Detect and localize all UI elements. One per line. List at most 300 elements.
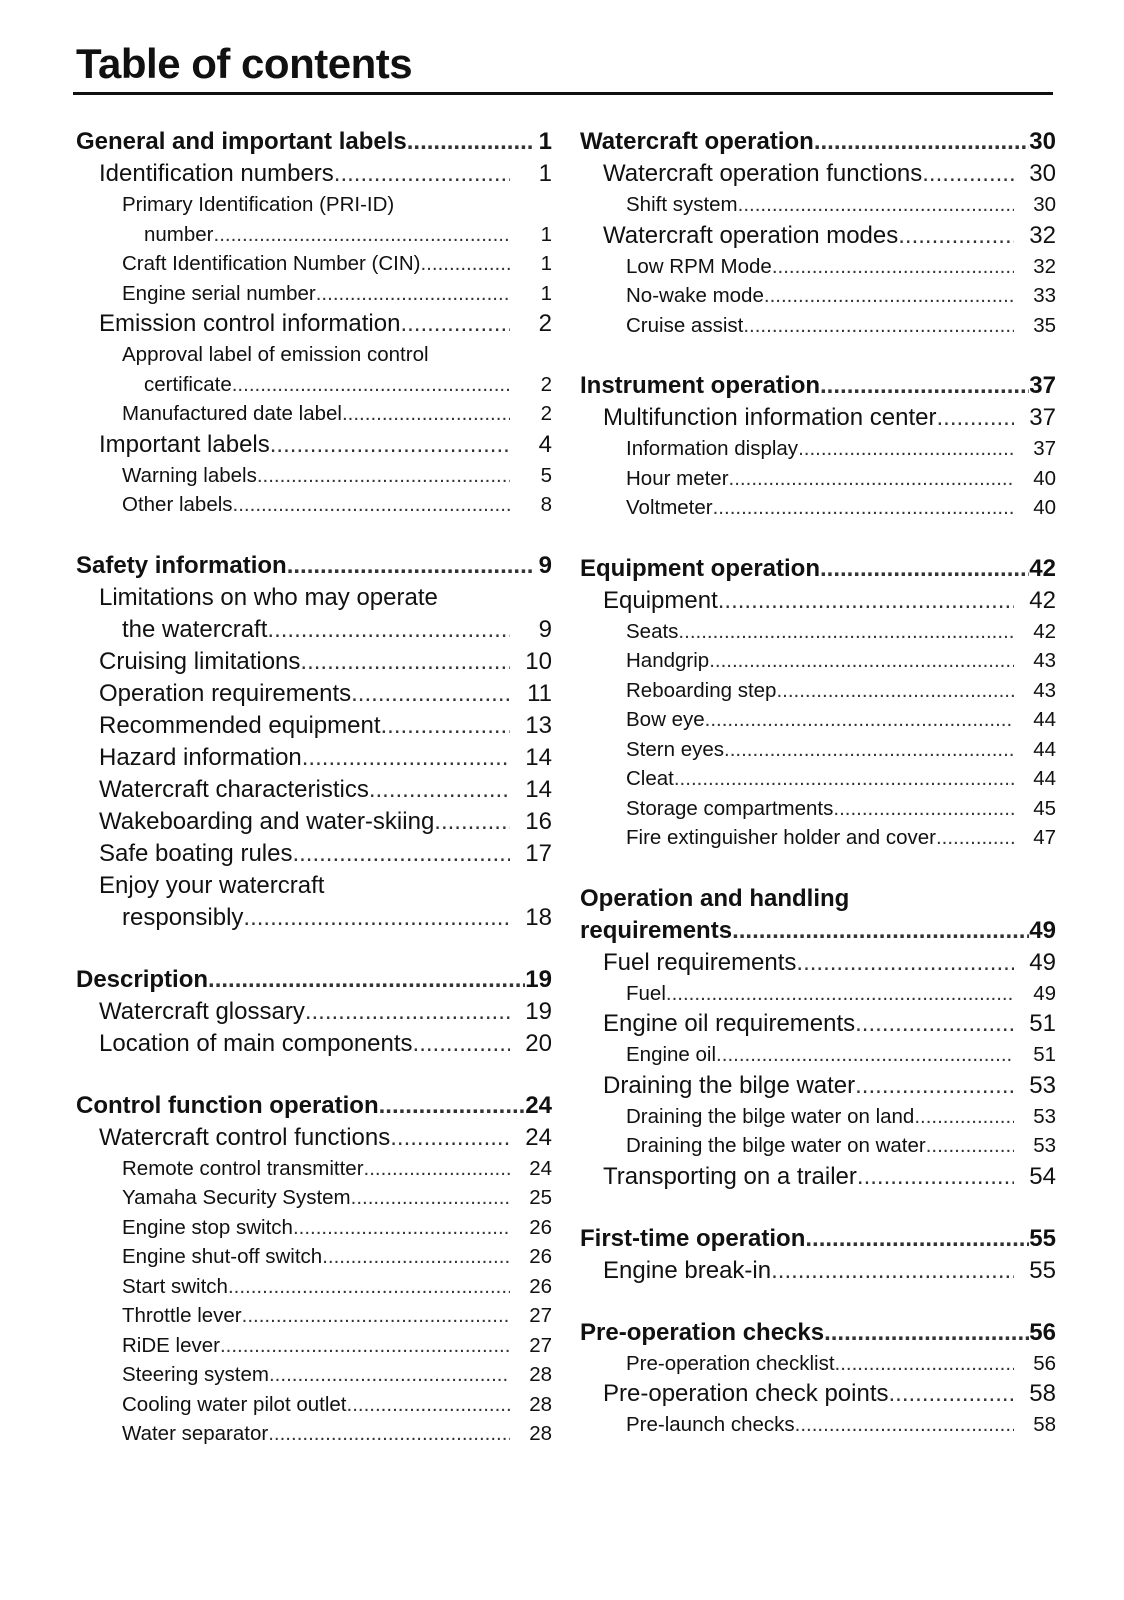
toc-left-column (76, 126, 552, 1449)
entry-title: Primary Identification (PRI-ID) (122, 193, 395, 216)
dot-leader (351, 1183, 510, 1213)
dot-leader (270, 429, 510, 461)
toc-section[interactable] (76, 1090, 552, 1122)
dot-leader (776, 676, 1014, 706)
dot-leader (379, 1090, 526, 1122)
dot-leader (729, 464, 1014, 494)
section-gap (580, 523, 1056, 553)
toc-section[interactable] (76, 126, 552, 158)
entry-title: Instrument operation (580, 372, 821, 399)
toc-entry[interactable] (76, 996, 552, 1028)
toc-entry[interactable] (76, 308, 552, 340)
page-number: 40 (1033, 496, 1056, 519)
entry-title: Pre-operation checks (580, 1318, 825, 1346)
dot-leader (771, 1255, 1014, 1287)
dot-leader (764, 281, 1014, 311)
entry-title: Other labels (122, 493, 233, 516)
page-number: 25 (529, 1186, 552, 1209)
toc-subentry[interactable] (76, 490, 552, 520)
entry-title: Equipment (603, 586, 718, 614)
page-number: 26 (529, 1215, 552, 1239)
page-number: 53 (1033, 1104, 1056, 1128)
page-number: 1 (540, 222, 552, 246)
entry-title: Watercraft operation modes (603, 221, 899, 249)
page-number: 27 (529, 1333, 552, 1357)
entry-title: Enjoy your watercraft (99, 871, 325, 899)
dot-leader (718, 585, 1014, 617)
page-number: 14 (525, 743, 552, 771)
page-number: 19 (525, 965, 552, 993)
entry-title: responsibly (122, 903, 244, 931)
dot-leader (824, 1317, 1029, 1349)
dot-leader (407, 126, 532, 158)
dot-leader (364, 1154, 510, 1184)
dot-leader (390, 1122, 510, 1154)
toc-subentry[interactable] (580, 1102, 1056, 1132)
entry-title: Cleat (626, 767, 674, 790)
dot-leader (413, 1028, 510, 1060)
entry-title: Safety information (76, 551, 287, 579)
toc-subentry[interactable] (580, 764, 1056, 794)
dot-leader (738, 190, 1014, 220)
page-number: 8 (540, 493, 552, 516)
toc-subentry[interactable] (580, 735, 1056, 765)
section-gap (76, 520, 552, 550)
page-number: 49 (1029, 948, 1056, 976)
entry-title: Engine oil (626, 1043, 717, 1066)
toc-entry[interactable] (580, 220, 1056, 252)
page-number: 1 (538, 128, 552, 155)
dot-leader (833, 794, 1014, 824)
page-number: 2 (540, 372, 552, 396)
dot-leader (674, 764, 1014, 794)
page-number: 2 (538, 310, 552, 337)
entry-title: Safe boating rules (99, 839, 293, 867)
entry-title: Engine break-in (603, 1256, 772, 1284)
toc-subentry[interactable] (580, 252, 1056, 282)
entry-title: Wakeboarding and water-skiing (99, 807, 435, 835)
page-number: 9 (538, 615, 552, 643)
entry-title: First-time operation (580, 1224, 806, 1252)
page-number: 56 (1029, 1318, 1056, 1346)
page-number: 20 (525, 1029, 552, 1057)
page-number: 27 (529, 1304, 552, 1327)
page-number: 26 (529, 1245, 552, 1268)
page-number: 10 (525, 647, 552, 675)
page-number: 54 (1029, 1162, 1056, 1190)
entry-title: Operation requirements (99, 679, 352, 707)
entry-title: Start switch (122, 1274, 228, 1298)
entry-title: Pre-launch checks (626, 1413, 795, 1436)
toc-entry[interactable] (580, 1070, 1056, 1102)
entry-title: Description (76, 965, 209, 993)
page-number: 44 (1033, 737, 1056, 761)
entry-title: Watercraft glossary (99, 997, 305, 1025)
entry-title: Manufactured date label (122, 402, 342, 425)
section-gap (580, 340, 1056, 370)
dot-leader (716, 1040, 1014, 1070)
entry-title: Identification numbers (99, 160, 334, 187)
page-number: 14 (525, 775, 552, 803)
page-number: 49 (1033, 981, 1056, 1005)
toc-subentry[interactable] (76, 399, 552, 429)
dot-leader (381, 710, 511, 742)
dot-leader (937, 402, 1015, 434)
toc-entry[interactable] (76, 806, 552, 838)
toc-right-column (580, 126, 1056, 1440)
page-number: 24 (525, 1123, 552, 1151)
toc-entry[interactable] (580, 947, 1056, 979)
entry-title: certificate (144, 372, 232, 396)
dot-leader (305, 996, 510, 1028)
dot-leader (855, 1008, 1014, 1040)
toc-subentry[interactable] (580, 434, 1056, 464)
entry-title: General and important labels (76, 128, 407, 155)
entry-title: Pre-operation checklist (626, 1351, 835, 1375)
entry-continuation[interactable] (99, 902, 552, 934)
section-gap (580, 853, 1056, 883)
entry-title: RiDE lever (122, 1333, 220, 1357)
entry-title: Bow eye (626, 708, 705, 731)
entry-title: Voltmeter (626, 496, 713, 519)
dot-leader (713, 493, 1014, 523)
page-number: 24 (529, 1156, 552, 1180)
entry-title: Storage compartments (626, 796, 834, 820)
entry-title: Important labels (99, 430, 270, 458)
toc-subentry[interactable] (76, 1360, 552, 1390)
dot-leader (855, 1070, 1014, 1102)
dot-leader (666, 979, 1014, 1009)
entry-title: Watercraft control functions (99, 1123, 391, 1151)
dot-leader (743, 311, 1014, 341)
entry-continuation[interactable] (122, 370, 552, 400)
toc-section[interactable] (580, 1317, 1056, 1349)
page-number: 17 (525, 839, 552, 867)
toc-entry[interactable] (76, 710, 552, 742)
toc-entry[interactable] (76, 1028, 552, 1060)
toc-subentry[interactable] (580, 676, 1056, 706)
toc-subentry[interactable] (76, 1183, 552, 1213)
dot-leader (334, 158, 510, 190)
toc-subentry[interactable] (76, 1419, 552, 1449)
page-number: 43 (1033, 678, 1056, 702)
dot-leader (678, 617, 1014, 647)
toc-entry[interactable] (76, 429, 552, 461)
page-number: 53 (1029, 1071, 1056, 1099)
toc-section[interactable] (580, 883, 1056, 947)
page-number: 45 (1033, 796, 1056, 820)
toc-subentry[interactable] (580, 1040, 1056, 1070)
dot-leader (926, 1131, 1014, 1161)
dot-leader (214, 220, 510, 250)
dot-leader (287, 550, 532, 582)
dot-leader (233, 490, 510, 520)
toc-section[interactable] (76, 550, 552, 582)
entry-title: Pre-operation check points (603, 1380, 889, 1407)
toc-entry[interactable] (580, 1008, 1056, 1040)
dot-leader (351, 678, 510, 710)
toc-subentry[interactable] (580, 464, 1056, 494)
toc-subentry[interactable] (580, 794, 1056, 824)
page-number: 53 (1033, 1134, 1056, 1157)
dot-leader (208, 964, 525, 996)
dot-leader (889, 1378, 1015, 1410)
entry-title: Watercraft operation (580, 128, 814, 155)
page-number: 30 (1029, 128, 1056, 155)
page-number: 47 (1033, 826, 1056, 849)
toc-entry[interactable] (76, 1122, 552, 1154)
dot-leader (420, 249, 510, 279)
entry-title: Information display (626, 437, 799, 460)
toc-entry[interactable] (76, 646, 552, 678)
toc-entry[interactable] (580, 1378, 1056, 1410)
page-number: 44 (1033, 708, 1056, 731)
page-number: 1 (538, 160, 552, 187)
entry-title: Throttle lever (122, 1304, 242, 1327)
page-number: 44 (1033, 767, 1056, 790)
toc-subentry[interactable] (580, 493, 1056, 523)
page-number: 4 (538, 430, 552, 458)
dot-leader (820, 370, 1029, 402)
entry-title: Watercraft characteristics (99, 775, 369, 803)
entry-title: Fuel (626, 981, 666, 1005)
toc-section[interactable] (76, 964, 552, 996)
entry-title: No-wake mode (626, 284, 764, 307)
dot-leader (369, 774, 510, 806)
dot-leader (292, 838, 510, 870)
dot-leader (814, 126, 1029, 158)
entry-continuation[interactable] (99, 614, 552, 646)
entry-title: Multifunction information center (603, 404, 937, 431)
dot-leader (705, 705, 1014, 735)
dot-leader (347, 1390, 511, 1420)
entry-title: Control function operation (76, 1091, 379, 1119)
toc-subentry[interactable] (580, 823, 1056, 853)
toc-entry[interactable] (580, 158, 1056, 190)
toc-subentry[interactable] (76, 1242, 552, 1272)
toc-entry[interactable] (580, 585, 1056, 617)
page-number: 9 (538, 551, 552, 579)
page-number: 24 (525, 1091, 552, 1119)
page-number: 32 (1033, 254, 1056, 278)
dot-leader (724, 735, 1014, 765)
entry-title: requirements (580, 916, 733, 944)
page-number: 37 (1029, 404, 1056, 431)
page-number: 16 (525, 807, 552, 835)
toc-subentry[interactable] (580, 979, 1056, 1009)
entry-title: Transporting on a trailer (603, 1162, 857, 1190)
dot-leader (322, 1242, 510, 1272)
entry-title: Engine shut-off switch (122, 1245, 323, 1268)
toc-subentry[interactable] (580, 646, 1056, 676)
toc-entry[interactable] (580, 1161, 1056, 1193)
page-number: 58 (1029, 1380, 1056, 1407)
entry-title: Yamaha Security System (122, 1186, 351, 1209)
page-number: 58 (1033, 1413, 1056, 1436)
page-number: 2 (540, 402, 552, 425)
toc-subentry[interactable] (76, 1390, 552, 1420)
page-number: 42 (1029, 586, 1056, 614)
entry-title: the watercraft (122, 615, 268, 643)
entry-title: Fuel requirements (603, 948, 797, 976)
page-number: 28 (529, 1363, 552, 1386)
dot-leader (835, 1349, 1014, 1379)
toc-entry[interactable] (76, 774, 552, 806)
dot-leader (316, 279, 510, 309)
entry-title: Recommended equipment (99, 711, 381, 739)
entry-continuation[interactable] (580, 915, 1056, 947)
page-number: 1 (540, 281, 552, 305)
entry-title: Approval label of emission control (122, 343, 429, 366)
page-number: 30 (1029, 160, 1056, 187)
toc-section[interactable] (580, 370, 1056, 402)
section-gap (76, 934, 552, 964)
page-number: 35 (1033, 313, 1056, 337)
page-number: 13 (525, 711, 552, 739)
page-number: 40 (1033, 466, 1056, 490)
toc-subentry[interactable] (580, 281, 1056, 311)
toc-section[interactable] (580, 126, 1056, 158)
toc-subentry[interactable] (580, 705, 1056, 735)
page-number: 11 (527, 679, 552, 707)
dot-leader (772, 252, 1014, 282)
toc-entry[interactable] (76, 838, 552, 870)
toc-subentry[interactable] (580, 1349, 1056, 1379)
page-number: 1 (540, 252, 552, 275)
section-gap (580, 1287, 1056, 1317)
title-rule (73, 92, 1053, 95)
entry-title: Emission control information (99, 310, 401, 337)
toc-subentry[interactable] (580, 1410, 1056, 1440)
toc-subentry[interactable] (76, 1301, 552, 1331)
dot-leader (857, 1161, 1014, 1193)
dot-leader (709, 646, 1014, 676)
dot-leader (243, 902, 510, 934)
toc-subentry[interactable] (76, 340, 552, 399)
entry-title: Reboarding step (626, 678, 777, 702)
page-number: 5 (540, 463, 552, 487)
dot-leader (400, 308, 510, 340)
toc-subentry[interactable] (76, 1154, 552, 1184)
section-gap (580, 1193, 1056, 1223)
page-number: 28 (529, 1422, 552, 1445)
entry-title: Fire extinguisher holder and cover (626, 826, 936, 849)
dot-leader (242, 1301, 510, 1331)
entry-title: Cruising limitations (99, 647, 301, 675)
toc-entry[interactable] (76, 582, 552, 646)
dot-leader (268, 1419, 510, 1449)
dot-leader (267, 614, 510, 646)
dot-leader (302, 742, 510, 774)
page-number: 55 (1029, 1256, 1056, 1284)
page-number: 42 (1033, 619, 1056, 643)
entry-title: Low RPM Mode (626, 254, 772, 278)
dot-leader (795, 1410, 1014, 1440)
page-number: 18 (525, 903, 552, 931)
entry-title: Steering system (122, 1363, 269, 1386)
toc-subentry[interactable] (76, 249, 552, 279)
dot-leader (805, 1223, 1029, 1255)
dot-leader (796, 947, 1014, 979)
toc-subentry[interactable] (580, 1131, 1056, 1161)
page-number: 26 (529, 1274, 552, 1298)
toc-subentry[interactable] (76, 1213, 552, 1243)
page-number: 49 (1029, 916, 1056, 944)
entry-continuation[interactable] (122, 220, 552, 250)
entry-title: Water separator (122, 1422, 269, 1445)
dot-leader (434, 806, 510, 838)
entry-title: Engine oil requirements (603, 1010, 856, 1037)
page-number: 42 (1029, 554, 1056, 582)
page-number: 33 (1033, 284, 1056, 307)
dot-leader (798, 434, 1014, 464)
dot-leader (220, 1331, 510, 1361)
page-number: 56 (1033, 1351, 1056, 1375)
toc-subentry[interactable] (580, 190, 1056, 220)
toc-section[interactable] (580, 1223, 1056, 1255)
toc-subentry[interactable] (76, 279, 552, 309)
toc-entry[interactable] (76, 678, 552, 710)
toc-entry[interactable] (580, 402, 1056, 434)
dot-leader (898, 220, 1014, 252)
toc-entry[interactable] (76, 742, 552, 774)
toc-subentry[interactable] (76, 461, 552, 491)
dot-leader (300, 646, 510, 678)
page-number: 30 (1033, 193, 1056, 216)
entry-title: Engine stop switch (122, 1215, 293, 1239)
page-number: 51 (1033, 1043, 1056, 1066)
entry-title: Seats (626, 619, 679, 643)
toc-entry[interactable] (76, 158, 552, 190)
entry-title: Operation and handling (580, 884, 850, 912)
entry-title: Cooling water pilot outlet (122, 1392, 347, 1416)
entry-title: Draining the bilge water on water (626, 1134, 926, 1157)
entry-title: Equipment operation (580, 554, 820, 582)
entry-title: Shift system (626, 193, 738, 216)
toc-subentry[interactable] (580, 617, 1056, 647)
page-number: 28 (529, 1392, 552, 1416)
toc-subentry[interactable] (76, 190, 552, 249)
entry-title: Warning labels (122, 463, 257, 487)
entry-title: Watercraft operation functions (603, 160, 923, 187)
entry-title: number (144, 222, 214, 246)
entry-title: Cruise assist (626, 313, 744, 337)
toc-entry[interactable] (76, 870, 552, 934)
toc-subentry[interactable] (76, 1331, 552, 1361)
dot-leader (342, 399, 510, 429)
dot-leader (232, 370, 510, 400)
page-number: 37 (1029, 372, 1056, 399)
dot-leader (293, 1213, 510, 1243)
entry-title: Craft Identification Number (CIN) (122, 252, 421, 275)
dot-leader (820, 553, 1029, 585)
page-number: 55 (1029, 1224, 1056, 1252)
entry-title: Hour meter (626, 466, 729, 490)
toc-entry[interactable] (580, 1255, 1056, 1287)
page-number: 32 (1029, 221, 1056, 249)
dot-leader (269, 1360, 510, 1390)
toc-section[interactable] (580, 553, 1056, 585)
dot-leader (732, 915, 1029, 947)
entry-title: Limitations on who may operate (99, 583, 438, 611)
entry-title: Draining the bilge water (603, 1071, 856, 1099)
page-number: 51 (1029, 1010, 1056, 1037)
dot-leader (936, 823, 1014, 853)
toc-subentry[interactable] (580, 311, 1056, 341)
dot-leader (228, 1272, 510, 1302)
section-gap (76, 1060, 552, 1090)
toc-subentry[interactable] (76, 1272, 552, 1302)
